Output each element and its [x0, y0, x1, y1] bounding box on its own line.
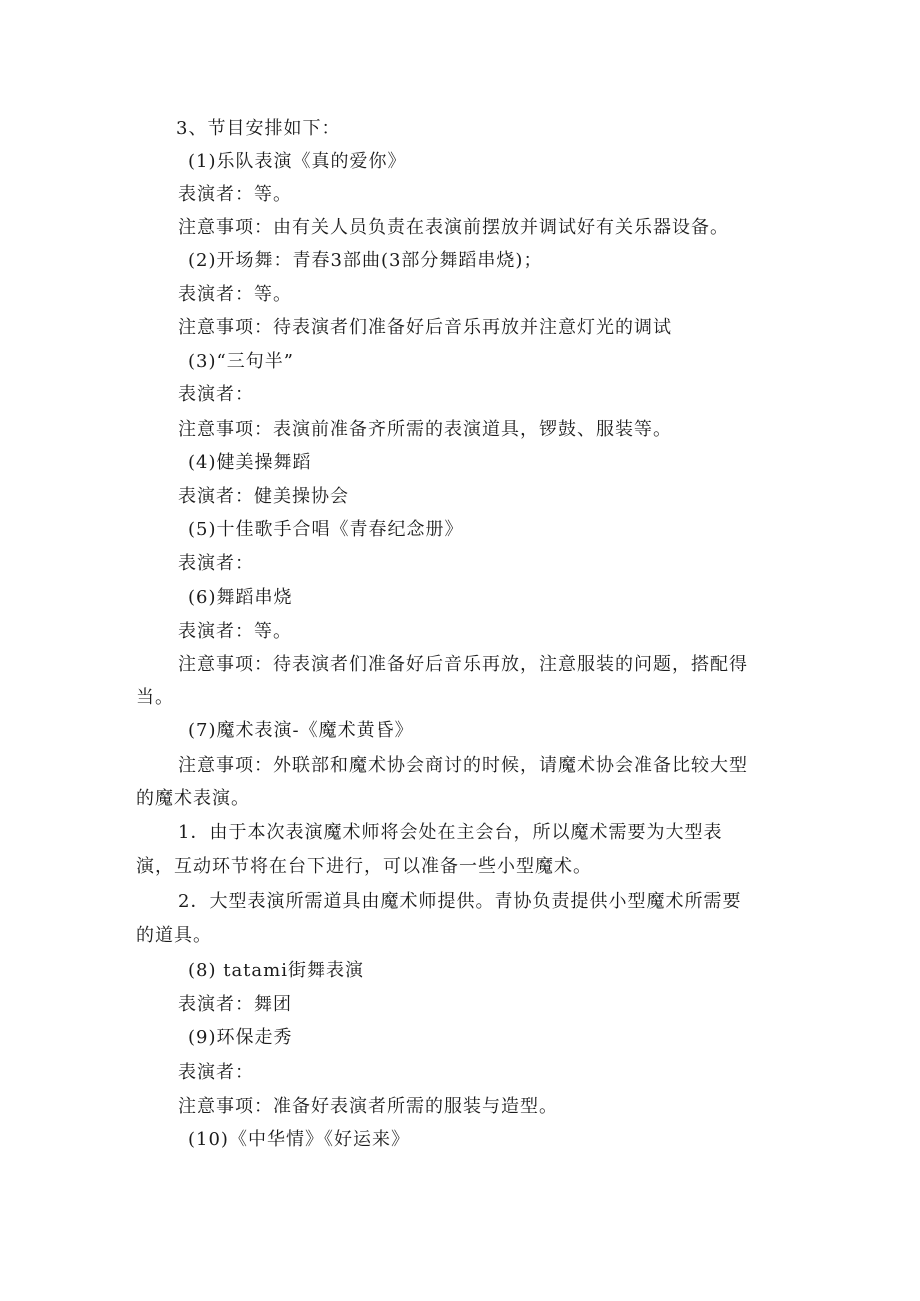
program-item-9-performer: 表演者：	[178, 1062, 254, 1083]
program-item-9-title: (9)环保走秀	[188, 1027, 293, 1048]
program-item-6-note-cont: 当。	[136, 687, 174, 708]
program-item-7-title: (7)魔术表演-《魔术黄昏》	[188, 720, 414, 741]
program-item-3-title: (3)“三句半”	[188, 351, 294, 372]
program-item-2-performer: 表演者：等。	[178, 284, 292, 305]
magic-point-2: 2．大型表演所需道具由魔术师提供。青协负责提供小型魔术所需要	[178, 891, 742, 912]
program-item-10-title: (10)《中华情》《好运来》	[188, 1129, 410, 1150]
program-item-7-note-cont: 的魔术表演。	[136, 788, 250, 809]
program-item-9-note: 注意事项：准备好表演者所需的服装与造型。	[178, 1096, 558, 1117]
program-item-2-note: 注意事项：待表演者们准备好后音乐再放并注意灯光的调试	[178, 317, 672, 338]
magic-point-2-cont: 的道具。	[136, 925, 212, 946]
program-item-1-title: (1)乐队表演《真的爱你》	[188, 151, 407, 172]
program-item-5-title: (5)十佳歌手合唱《青春纪念册》	[188, 519, 464, 540]
program-item-1-performer: 表演者：等。	[178, 184, 292, 205]
program-item-4-performer: 表演者：健美操协会	[178, 486, 349, 507]
program-item-2-title: (2)开场舞：青春3部曲(3部分舞蹈串烧)；	[188, 250, 543, 271]
program-item-6-performer: 表演者：等。	[178, 621, 292, 642]
program-item-6-title: (6)舞蹈串烧	[188, 587, 293, 608]
program-item-8-performer: 表演者：舞团	[178, 994, 292, 1015]
program-item-6-note: 注意事项：待表演者们准备好后音乐再放，注意服装的问题，搭配得	[178, 654, 748, 675]
program-item-3-performer: 表演者：	[178, 384, 254, 405]
program-item-7-note: 注意事项：外联部和魔术协会商讨的时候，请魔术协会准备比较大型	[178, 755, 748, 776]
program-item-5-performer: 表演者：	[178, 553, 254, 574]
program-item-3-note: 注意事项：表演前准备齐所需的表演道具，锣鼓、服装等。	[178, 419, 672, 440]
program-item-1-note: 注意事项：由有关人员负责在表演前摆放并调试好有关乐器设备。	[178, 217, 729, 238]
section-heading: 3、节目安排如下：	[176, 118, 341, 139]
magic-point-1-cont: 演，互动环节将在台下进行，可以准备一些小型魔术。	[136, 856, 592, 877]
program-item-8-title: (8) tatami街舞表演	[188, 960, 364, 981]
program-item-4-title: (4)健美操舞蹈	[188, 452, 312, 473]
magic-point-1: 1．由于本次表演魔术师将会处在主会台，所以魔术需要为大型表	[178, 822, 723, 843]
